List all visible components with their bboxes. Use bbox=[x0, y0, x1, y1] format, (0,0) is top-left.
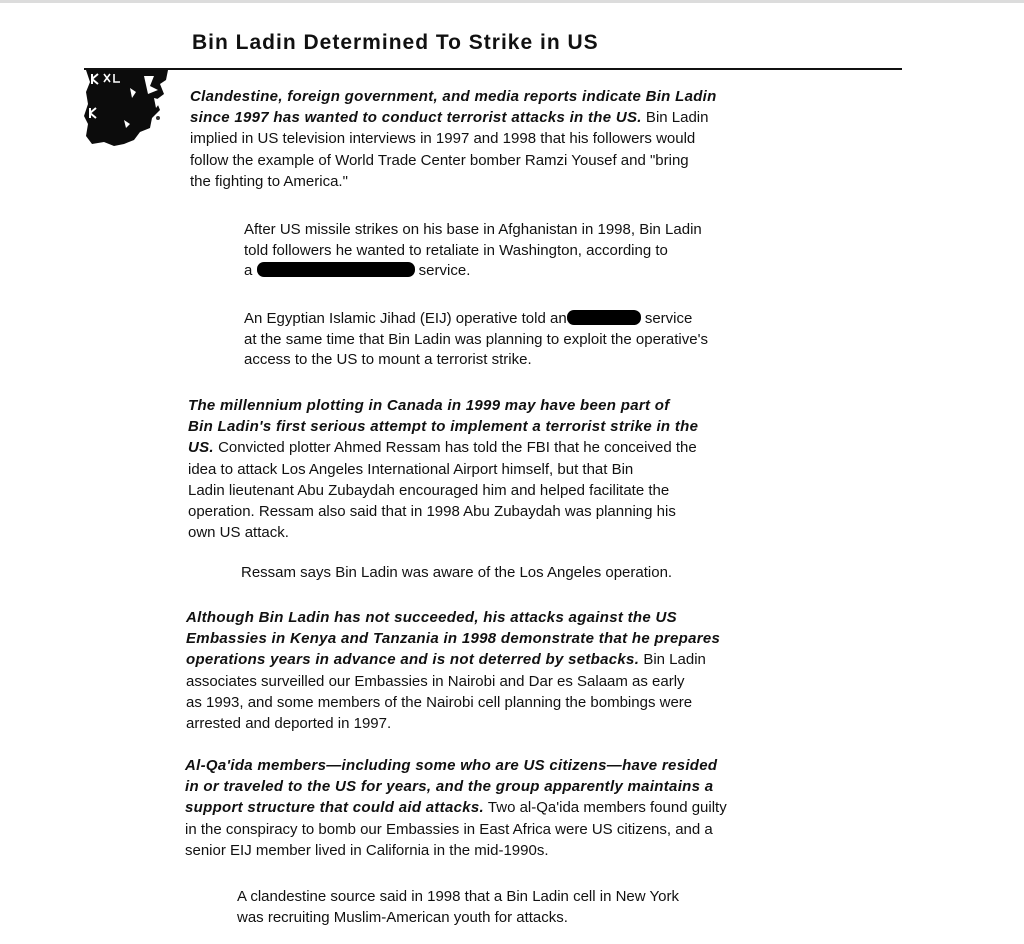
paragraph-embassies bbox=[186, 607, 720, 734]
paragraph-embassies-lead: Although Bin Ladin has not succeeded, his attacks against the US Embassies in Kenya and Tanzania in 1998 demonstrate that he prepares operations years in advance and is not deterred by setbacks. bbox=[186, 609, 721, 669]
sub-eij-operative-text: An Egyptian Islamic Jihad (EIJ) operative told an bbox=[244, 310, 567, 327]
sub-eij-operative-tail: service at the same time that Bin Ladin was planning to exploit the operative's access to the US to mount a terrorist strike. bbox=[244, 310, 708, 369]
sub-new-york-cell: A clandestine source said in 1998 that a Bin Ladin cell in New York was recruiting Muslim-American youth for attacks. bbox=[237, 888, 679, 926]
paragraph-millennium-lead: The millennium plotting in Canada in 1999 may have been part of Bin Ladin's first serious attempt to implement a terrorist strike in the US. bbox=[188, 397, 699, 457]
sub-missile-strikes-text: After US missile strikes on his base in Afghanistan in 1998, Bin Ladin told followers he wanted to retaliate in Washington, according to a bbox=[244, 221, 702, 280]
paragraph-alqaida-lead: Al-Qa'ida members—including some who are US citizens—have resided in or traveled to the US for years, and the group apparently maintains a support structure that could aid attacks. bbox=[185, 757, 718, 817]
sub-missile-strikes bbox=[244, 220, 702, 282]
sub-eij-operative bbox=[244, 309, 708, 371]
sub-ressam: Ressam says Bin Ladin was aware of the Los Angeles operation. bbox=[241, 564, 673, 581]
page-top-border bbox=[0, 0, 1024, 3]
redaction-stamp-icon bbox=[84, 70, 168, 146]
paragraph-millennium-body: Convicted plotter Ahmed Ressam has told the FBI that he conceived the idea to attack Los Angeles International Airport himself, but that Bin Ladin lieutenant Abu Zubaydah encouraged him and helped facilitate the operation. Ressam also said that in 1998 Abu Zubaydah was planning his own US attack. bbox=[188, 439, 697, 542]
redaction-bar bbox=[257, 262, 415, 277]
paragraph-embassies-body: Bin Ladin associates surveilled our Embassies in Nairobi and Dar es Salaam as early as 1993, and some members of the Nairobi cell planning the bombings were arrested and deported in 1997. bbox=[186, 651, 706, 733]
sub-missile-strikes-tail: service. bbox=[414, 262, 471, 280]
document-title: Bin Ladin Determined To Strike in US bbox=[192, 31, 599, 54]
paragraph-alqaida bbox=[185, 755, 727, 861]
title-rule bbox=[84, 68, 902, 70]
paragraph-intent-lead: Clandestine, foreign government, and media reports indicate Bin Ladin since 1997 has wanted to conduct terrorist attacks in the US. bbox=[190, 88, 717, 127]
paragraph-millennium bbox=[188, 395, 698, 543]
paragraph-alqaida-body: Two al-Qa'ida members found guilty in the conspiracy to bomb our Embassies in East Africa were US citizens, and a senior EIJ member lived in California in the mid-1990s. bbox=[185, 799, 727, 859]
redaction-bar bbox=[567, 310, 641, 325]
paragraph-intent bbox=[190, 86, 717, 192]
paragraph-intent-body: Bin Ladin implied in US television interviews in 1997 and 1998 that his followers would follow the example of World Trade Center bomber Ramzi Yousef and "bring the fighting to America." bbox=[190, 109, 709, 190]
